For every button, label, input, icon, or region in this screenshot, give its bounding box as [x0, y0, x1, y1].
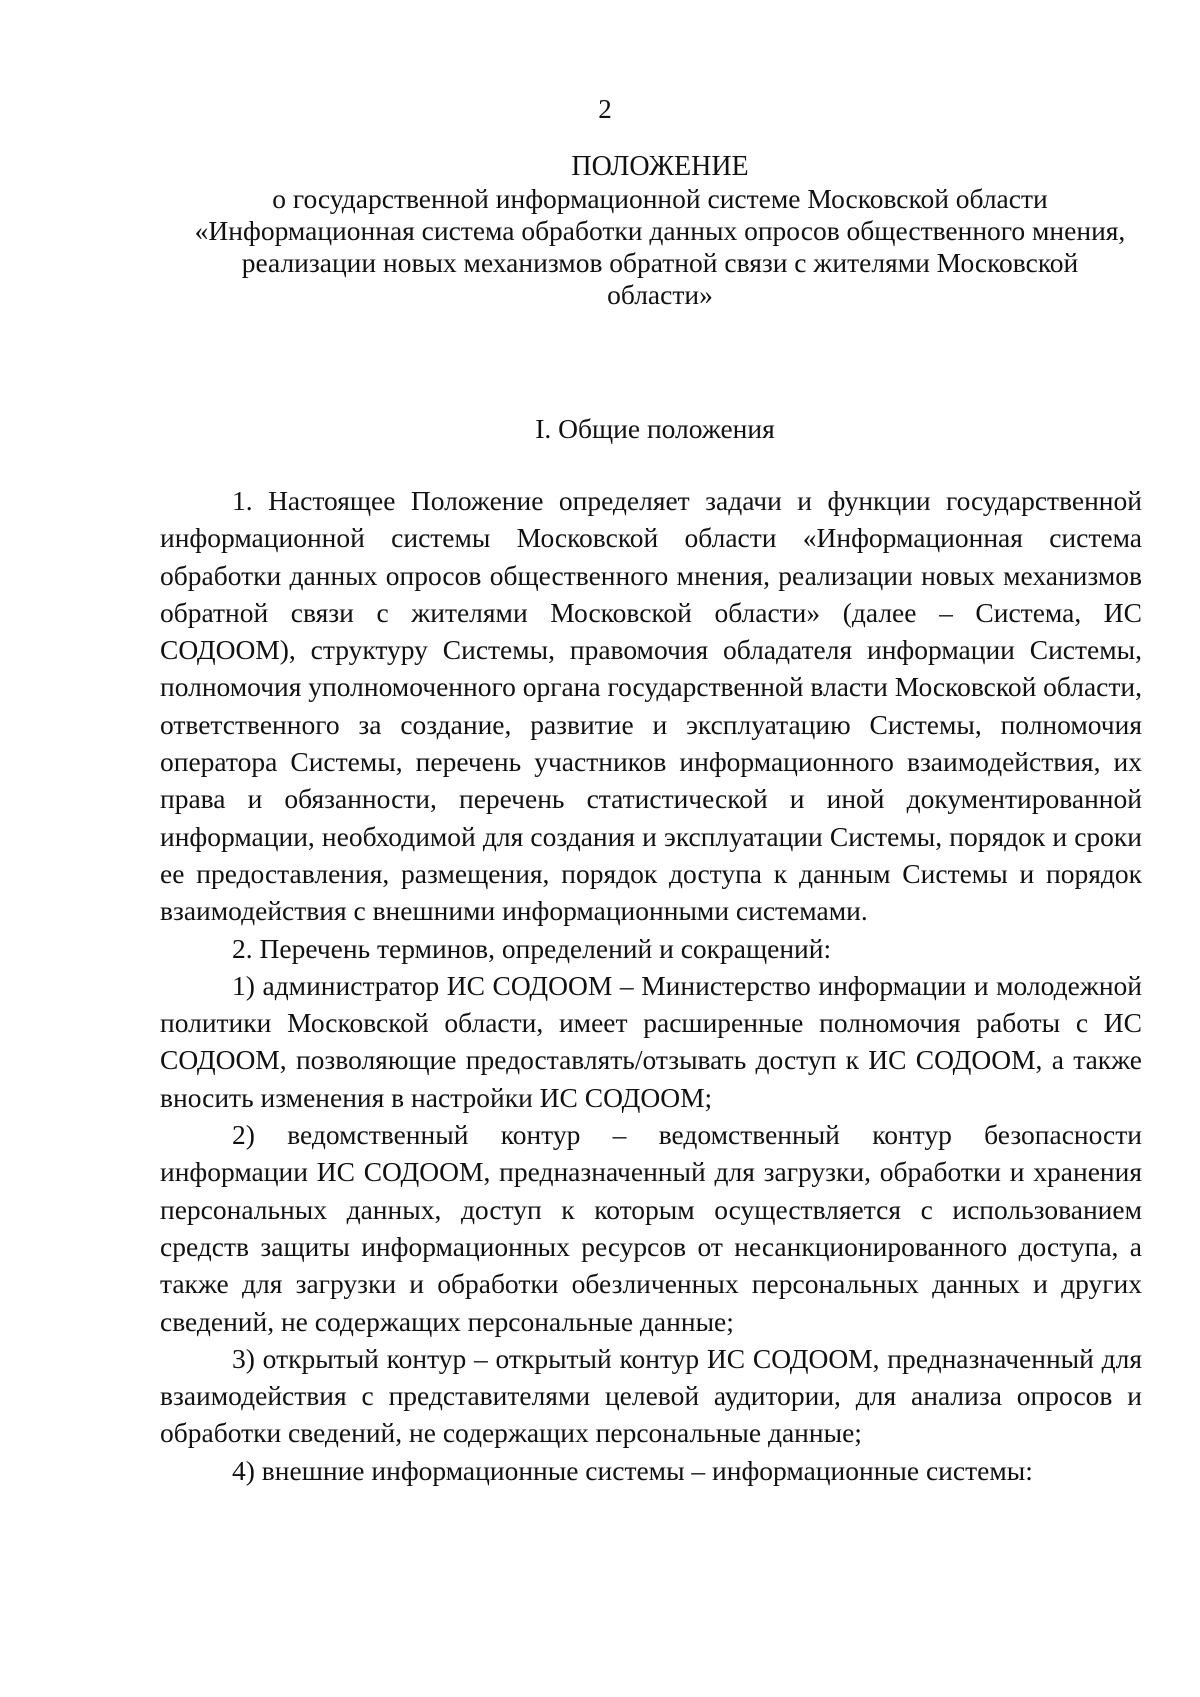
page-number: 2 — [598, 94, 612, 124]
document-body — [160, 482, 1142, 1489]
paragraph-2: 2. Перечень терминов, определений и сокращений: — [232, 932, 832, 964]
paragraph-term-2: 2) ведомственный контур – ведомственный контур безопасности информации ИС СОДООМ, предназначенный для загрузки, обработки и хранения персональных данных, доступ к которым осуществляется с использованием средств защиты информационных ресурсов от несанкционированного доступа, а также для загрузки и обработки обезличенных персональных данных и других сведений, не содержащих персональные данные; — [160, 1119, 1142, 1337]
paragraph-term-4: 4) внешние информационные системы – информационные системы: — [232, 1454, 1033, 1486]
title-line-2: «Информационная система обработки данных опросов общественного мнения, — [194, 215, 1126, 246]
title-line-4: области» — [607, 279, 713, 310]
title-line-3: реализации новых механизмов обратной связи с жителями Московской — [241, 247, 1079, 278]
title-line-1: о государственной информационной системе Московской области — [272, 183, 1048, 214]
section-heading: I. Общие положения — [535, 413, 775, 444]
paragraph-term-1: 1) администратор ИС СОДООМ – Министерство информации и молодежной политики Московской области, имеет расширенные полномочия работы с ИС СОДООМ, позволяющие предоставлять/отзывать доступ к ИС СОДООМ, а также вносить изменения в настройки ИС СОДООМ; — [160, 969, 1142, 1113]
document-title: ПОЛОЖЕНИЕ — [571, 151, 749, 182]
document-title-block — [150, 151, 1170, 311]
paragraph-term-3: 3) открытый контур – открытый контур ИС СОДООМ, предназначенный для взаимодействия с представителями целевой аудитории, для анализа опросов и обработки сведений, не содержащих персональные данные; — [160, 1342, 1142, 1449]
paragraph-1: 1. Настоящее Положение определяет задачи и функции государственной информационной системы Московской области «Информационная система обработки данных опросов общественного мнения, реализации новых механизмов обратной связи с жителями Московской области» (далее – Система, ИС СОДООМ), структуру Системы, правомочия обладателя информации Системы, полномочия уполномоченного органа государственной власти Московской области, ответственного за создание, развитие и эксплуатацию Системы, полномочия оператора Системы, перечень участников информационного взаимодействия, их права и обязанности, перечень статистической и иной документированной информации, необходимой для создания и эксплуатации Системы, порядок и сроки ее предоставления, размещения, порядок доступа к данным Системы и порядок взаимодействия с внешними информационными системами. — [160, 485, 1142, 927]
